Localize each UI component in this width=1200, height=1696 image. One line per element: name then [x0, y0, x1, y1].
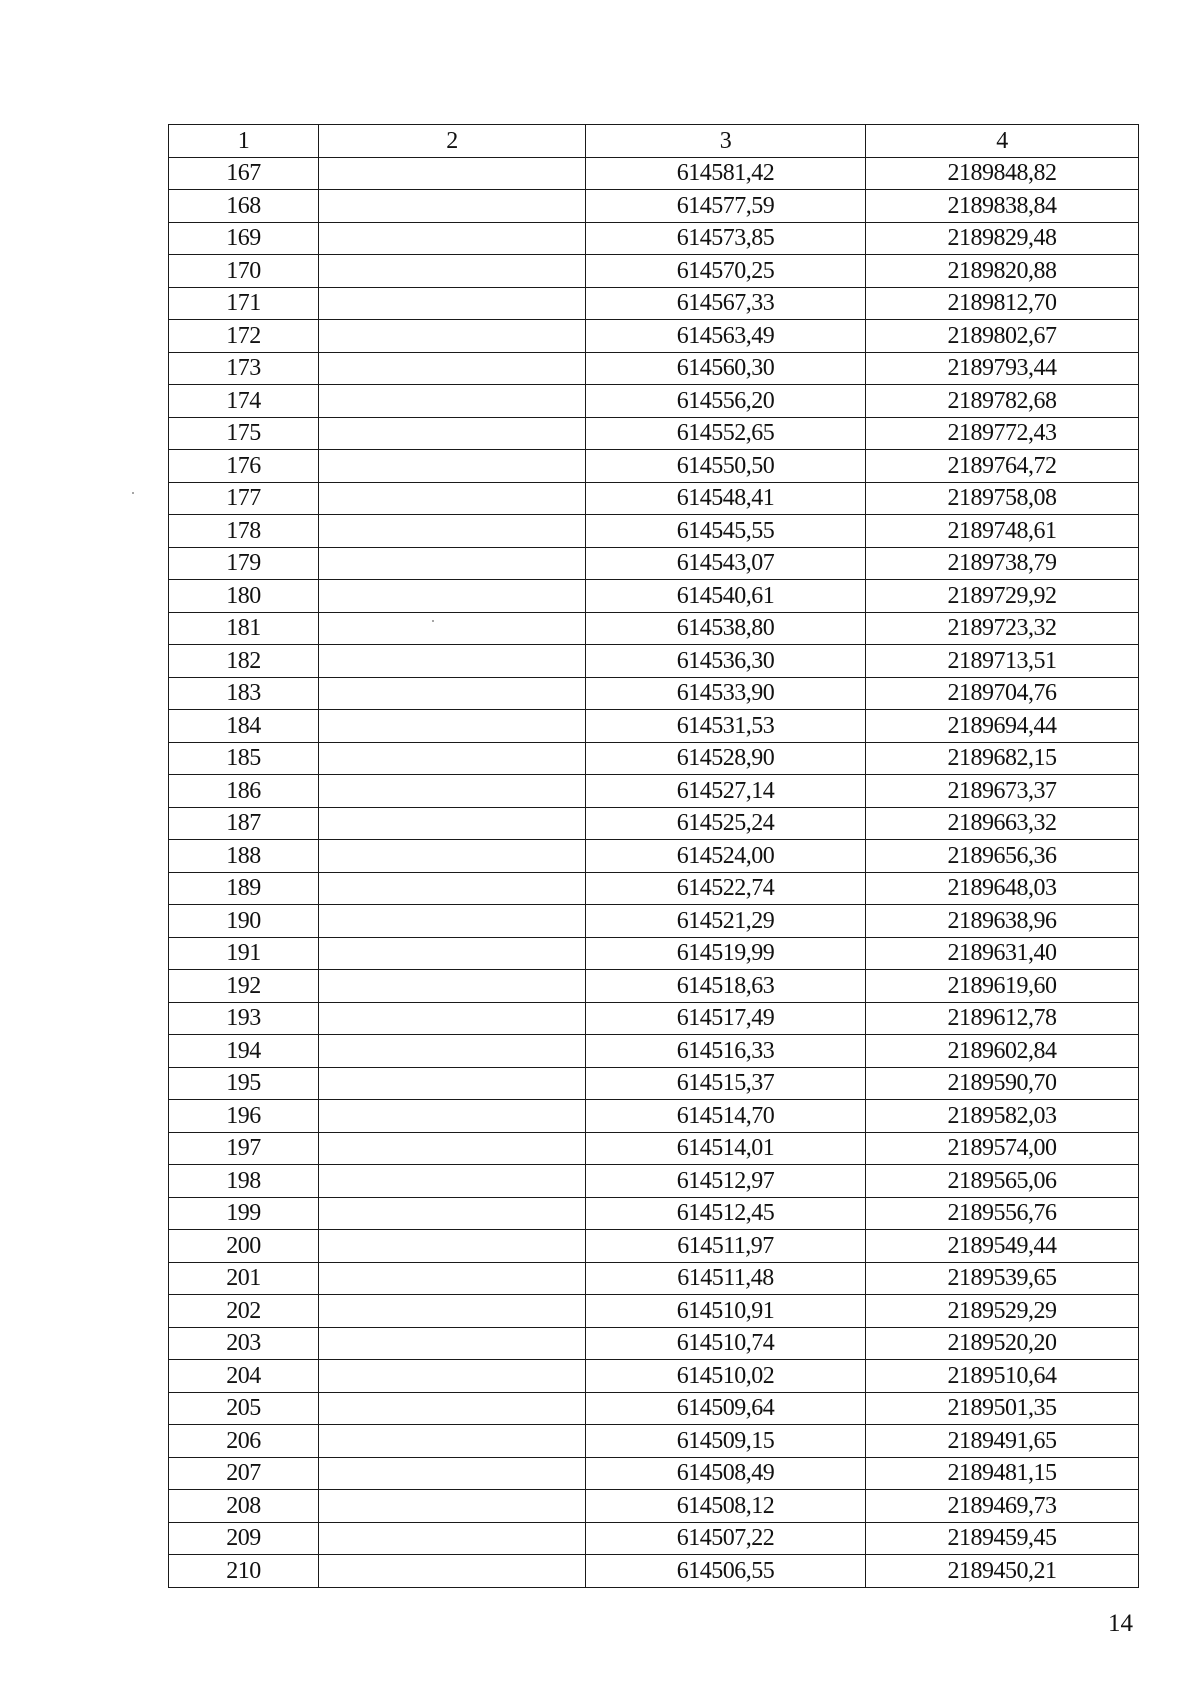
point-number-cell: 187	[169, 807, 319, 840]
point-number-cell: 179	[169, 547, 319, 580]
point-number-cell: 202	[169, 1295, 319, 1328]
coordinate-x-cell: 614577,59	[586, 190, 866, 223]
description-cell	[319, 352, 586, 385]
description-cell	[319, 385, 586, 418]
point-number-cell: 174	[169, 385, 319, 418]
coordinate-x-cell: 614509,15	[586, 1425, 866, 1458]
table-row	[169, 580, 1139, 613]
point-number-cell: 182	[169, 645, 319, 678]
table-row	[169, 775, 1139, 808]
description-cell	[319, 482, 586, 515]
coordinate-y-cell: 2189723,32	[866, 612, 1139, 645]
coordinate-x-cell: 614581,42	[586, 157, 866, 190]
coordinate-y-cell: 2189820,88	[866, 255, 1139, 288]
coordinate-y-cell: 2189459,45	[866, 1522, 1139, 1555]
coordinate-y-cell: 2189704,76	[866, 677, 1139, 710]
description-cell	[319, 1035, 586, 1068]
table-row	[169, 1360, 1139, 1393]
description-cell	[319, 937, 586, 970]
coordinate-x-cell: 614509,64	[586, 1392, 866, 1425]
coordinate-x-cell: 614570,25	[586, 255, 866, 288]
coordinate-y-cell: 2189565,06	[866, 1165, 1139, 1198]
description-cell	[319, 1165, 586, 1198]
point-number-cell: 204	[169, 1360, 319, 1393]
table-row	[169, 937, 1139, 970]
description-cell	[319, 872, 586, 905]
coordinate-x-cell: 614548,41	[586, 482, 866, 515]
coordinate-y-cell: 2189782,68	[866, 385, 1139, 418]
description-cell	[319, 807, 586, 840]
point-number-cell: 209	[169, 1522, 319, 1555]
coordinates-table	[168, 124, 1139, 1588]
point-number-cell: 210	[169, 1555, 319, 1588]
coordinate-y-cell: 2189590,70	[866, 1067, 1139, 1100]
coordinate-y-cell: 2189469,73	[866, 1490, 1139, 1523]
point-number-cell: 192	[169, 970, 319, 1003]
coordinate-x-cell: 614521,29	[586, 905, 866, 938]
point-number-cell: 205	[169, 1392, 319, 1425]
table-row	[169, 807, 1139, 840]
table-row	[169, 222, 1139, 255]
coordinate-x-cell: 614514,70	[586, 1100, 866, 1133]
coordinate-y-cell: 2189663,32	[866, 807, 1139, 840]
coordinate-x-cell: 614525,24	[586, 807, 866, 840]
table-row	[169, 742, 1139, 775]
table-row	[169, 482, 1139, 515]
header-row	[169, 125, 1139, 158]
description-cell	[319, 840, 586, 873]
table-row	[169, 1067, 1139, 1100]
point-number-cell: 190	[169, 905, 319, 938]
table-row	[169, 1100, 1139, 1133]
coordinate-y-cell: 2189631,40	[866, 937, 1139, 970]
coordinate-x-cell: 614510,74	[586, 1327, 866, 1360]
table-row	[169, 450, 1139, 483]
coordinate-x-cell: 614519,99	[586, 937, 866, 970]
coordinate-x-cell: 614531,53	[586, 710, 866, 743]
coordinate-y-cell: 2189694,44	[866, 710, 1139, 743]
table-row	[169, 1425, 1139, 1458]
table-row	[169, 612, 1139, 645]
scan-speck	[132, 492, 134, 494]
description-cell	[319, 775, 586, 808]
coordinate-x-cell: 614543,07	[586, 547, 866, 580]
point-number-cell: 177	[169, 482, 319, 515]
coordinate-x-cell: 614515,37	[586, 1067, 866, 1100]
description-cell	[319, 1327, 586, 1360]
table-row	[169, 1555, 1139, 1588]
point-number-cell: 207	[169, 1457, 319, 1490]
point-number-cell: 198	[169, 1165, 319, 1198]
coordinate-x-cell: 614516,33	[586, 1035, 866, 1068]
point-number-cell: 203	[169, 1327, 319, 1360]
point-number-cell: 197	[169, 1132, 319, 1165]
description-cell	[319, 580, 586, 613]
table-row	[169, 1002, 1139, 1035]
coordinate-y-cell: 2189673,37	[866, 775, 1139, 808]
table-row	[169, 1230, 1139, 1263]
coordinate-y-cell: 2189848,82	[866, 157, 1139, 190]
coordinate-y-cell: 2189829,48	[866, 222, 1139, 255]
table-row	[169, 1132, 1139, 1165]
coordinate-y-cell: 2189802,67	[866, 320, 1139, 353]
table-row	[169, 287, 1139, 320]
coordinate-x-cell: 614506,55	[586, 1555, 866, 1588]
coordinate-y-cell: 2189748,61	[866, 515, 1139, 548]
description-cell	[319, 320, 586, 353]
coordinate-y-cell: 2189481,15	[866, 1457, 1139, 1490]
coordinate-y-cell: 2189619,60	[866, 970, 1139, 1003]
point-number-cell: 185	[169, 742, 319, 775]
description-cell	[319, 1262, 586, 1295]
point-number-cell: 186	[169, 775, 319, 808]
coordinate-x-cell: 614540,61	[586, 580, 866, 613]
description-cell	[319, 1522, 586, 1555]
point-number-cell: 208	[169, 1490, 319, 1523]
coordinate-y-cell: 2189450,21	[866, 1555, 1139, 1588]
point-number-cell: 189	[169, 872, 319, 905]
coordinate-y-cell: 2189793,44	[866, 352, 1139, 385]
point-number-cell: 193	[169, 1002, 319, 1035]
coordinate-x-cell: 614514,01	[586, 1132, 866, 1165]
description-cell	[319, 1425, 586, 1458]
point-number-cell: 171	[169, 287, 319, 320]
table-row	[169, 677, 1139, 710]
description-cell	[319, 1100, 586, 1133]
table-row	[169, 515, 1139, 548]
point-number-cell: 199	[169, 1197, 319, 1230]
table-row	[169, 1490, 1139, 1523]
description-cell	[319, 1490, 586, 1523]
table-body	[169, 157, 1139, 1587]
table-row	[169, 385, 1139, 418]
coordinate-y-cell: 2189582,03	[866, 1100, 1139, 1133]
point-number-cell: 167	[169, 157, 319, 190]
description-cell	[319, 1197, 586, 1230]
table-row	[169, 547, 1139, 580]
table-row	[169, 1035, 1139, 1068]
coordinate-y-cell: 2189729,92	[866, 580, 1139, 613]
coordinate-y-cell: 2189556,76	[866, 1197, 1139, 1230]
description-cell	[319, 287, 586, 320]
point-number-cell: 183	[169, 677, 319, 710]
point-number-cell: 195	[169, 1067, 319, 1100]
coordinate-y-cell: 2189501,35	[866, 1392, 1139, 1425]
coordinate-y-cell: 2189682,15	[866, 742, 1139, 775]
description-cell	[319, 1132, 586, 1165]
point-number-cell: 194	[169, 1035, 319, 1068]
coordinate-x-cell: 614511,97	[586, 1230, 866, 1263]
table-row	[169, 352, 1139, 385]
coordinate-y-cell: 2189539,65	[866, 1262, 1139, 1295]
coordinate-y-cell: 2189602,84	[866, 1035, 1139, 1068]
table-row	[169, 1165, 1139, 1198]
description-cell	[319, 1295, 586, 1328]
coordinate-x-cell: 614508,12	[586, 1490, 866, 1523]
table-row	[169, 1295, 1139, 1328]
coordinate-y-cell: 2189648,03	[866, 872, 1139, 905]
table-row	[169, 1262, 1139, 1295]
coordinate-x-cell: 614527,14	[586, 775, 866, 808]
coordinate-y-cell: 2189812,70	[866, 287, 1139, 320]
table-row	[169, 320, 1139, 353]
table-row	[169, 1327, 1139, 1360]
description-cell	[319, 677, 586, 710]
coordinate-x-cell: 614536,30	[586, 645, 866, 678]
description-cell	[319, 645, 586, 678]
table-row	[169, 157, 1139, 190]
point-number-cell: 191	[169, 937, 319, 970]
page-number: 14	[1108, 1610, 1133, 1637]
point-number-cell: 172	[169, 320, 319, 353]
column-header-3: 3	[586, 125, 866, 158]
coordinate-x-cell: 614518,63	[586, 970, 866, 1003]
coordinate-x-cell: 614573,85	[586, 222, 866, 255]
point-number-cell: 188	[169, 840, 319, 873]
description-cell	[319, 710, 586, 743]
coordinate-x-cell: 614545,55	[586, 515, 866, 548]
coordinate-x-cell: 614517,49	[586, 1002, 866, 1035]
description-cell	[319, 1360, 586, 1393]
point-number-cell: 200	[169, 1230, 319, 1263]
description-cell	[319, 450, 586, 483]
coordinate-x-cell: 614512,97	[586, 1165, 866, 1198]
coordinate-x-cell: 614550,50	[586, 450, 866, 483]
coordinate-y-cell: 2189838,84	[866, 190, 1139, 223]
description-cell	[319, 1002, 586, 1035]
coordinate-x-cell: 614508,49	[586, 1457, 866, 1490]
coordinate-x-cell: 614563,49	[586, 320, 866, 353]
point-number-cell: 168	[169, 190, 319, 223]
coordinate-y-cell: 2189491,65	[866, 1425, 1139, 1458]
coordinate-x-cell: 614533,90	[586, 677, 866, 710]
coordinate-y-cell: 2189738,79	[866, 547, 1139, 580]
coordinate-x-cell: 614511,48	[586, 1262, 866, 1295]
table-row	[169, 190, 1139, 223]
coordinate-y-cell: 2189764,72	[866, 450, 1139, 483]
column-header-2: 2	[319, 125, 586, 158]
coordinate-y-cell: 2189713,51	[866, 645, 1139, 678]
coordinate-y-cell: 2189510,64	[866, 1360, 1139, 1393]
table-row	[169, 710, 1139, 743]
point-number-cell: 206	[169, 1425, 319, 1458]
point-number-cell: 184	[169, 710, 319, 743]
column-header-1: 1	[169, 125, 319, 158]
table-row	[169, 255, 1139, 288]
coordinate-y-cell: 2189656,36	[866, 840, 1139, 873]
coordinate-x-cell: 614556,20	[586, 385, 866, 418]
table-row	[169, 970, 1139, 1003]
description-cell	[319, 1457, 586, 1490]
coordinate-x-cell: 614512,45	[586, 1197, 866, 1230]
table-row	[169, 417, 1139, 450]
coordinate-x-cell: 614567,33	[586, 287, 866, 320]
description-cell	[319, 1230, 586, 1263]
coordinate-y-cell: 2189772,43	[866, 417, 1139, 450]
coordinate-y-cell: 2189758,08	[866, 482, 1139, 515]
coordinate-y-cell: 2189529,29	[866, 1295, 1139, 1328]
point-number-cell: 180	[169, 580, 319, 613]
coordinate-x-cell: 614524,00	[586, 840, 866, 873]
description-cell	[319, 255, 586, 288]
coordinate-x-cell: 614507,22	[586, 1522, 866, 1555]
coordinate-x-cell: 614528,90	[586, 742, 866, 775]
coordinate-y-cell: 2189520,20	[866, 1327, 1139, 1360]
description-cell	[319, 190, 586, 223]
coordinate-x-cell: 614510,02	[586, 1360, 866, 1393]
table-row	[169, 645, 1139, 678]
coordinate-y-cell: 2189549,44	[866, 1230, 1139, 1263]
coordinate-x-cell: 614522,74	[586, 872, 866, 905]
description-cell	[319, 222, 586, 255]
table-row	[169, 905, 1139, 938]
coordinate-x-cell: 614510,91	[586, 1295, 866, 1328]
description-cell	[319, 515, 586, 548]
description-cell	[319, 417, 586, 450]
point-number-cell: 173	[169, 352, 319, 385]
description-cell	[319, 970, 586, 1003]
description-cell	[319, 157, 586, 190]
point-number-cell: 201	[169, 1262, 319, 1295]
description-cell	[319, 742, 586, 775]
scan-speck	[432, 620, 434, 622]
table-row	[169, 840, 1139, 873]
coordinate-x-cell: 614538,80	[586, 612, 866, 645]
coordinate-x-cell: 614560,30	[586, 352, 866, 385]
coordinate-y-cell: 2189612,78	[866, 1002, 1139, 1035]
description-cell	[319, 612, 586, 645]
table-header	[169, 125, 1139, 158]
table-row	[169, 1197, 1139, 1230]
description-cell	[319, 1067, 586, 1100]
point-number-cell: 181	[169, 612, 319, 645]
point-number-cell: 175	[169, 417, 319, 450]
coordinate-y-cell: 2189574,00	[866, 1132, 1139, 1165]
point-number-cell: 178	[169, 515, 319, 548]
point-number-cell: 176	[169, 450, 319, 483]
table-row	[169, 1522, 1139, 1555]
point-number-cell: 170	[169, 255, 319, 288]
description-cell	[319, 1555, 586, 1588]
table-row	[169, 1457, 1139, 1490]
table-row	[169, 872, 1139, 905]
description-cell	[319, 905, 586, 938]
point-number-cell: 196	[169, 1100, 319, 1133]
coordinate-x-cell: 614552,65	[586, 417, 866, 450]
table-row	[169, 1392, 1139, 1425]
coordinate-y-cell: 2189638,96	[866, 905, 1139, 938]
column-header-4: 4	[866, 125, 1139, 158]
description-cell	[319, 547, 586, 580]
description-cell	[319, 1392, 586, 1425]
point-number-cell: 169	[169, 222, 319, 255]
